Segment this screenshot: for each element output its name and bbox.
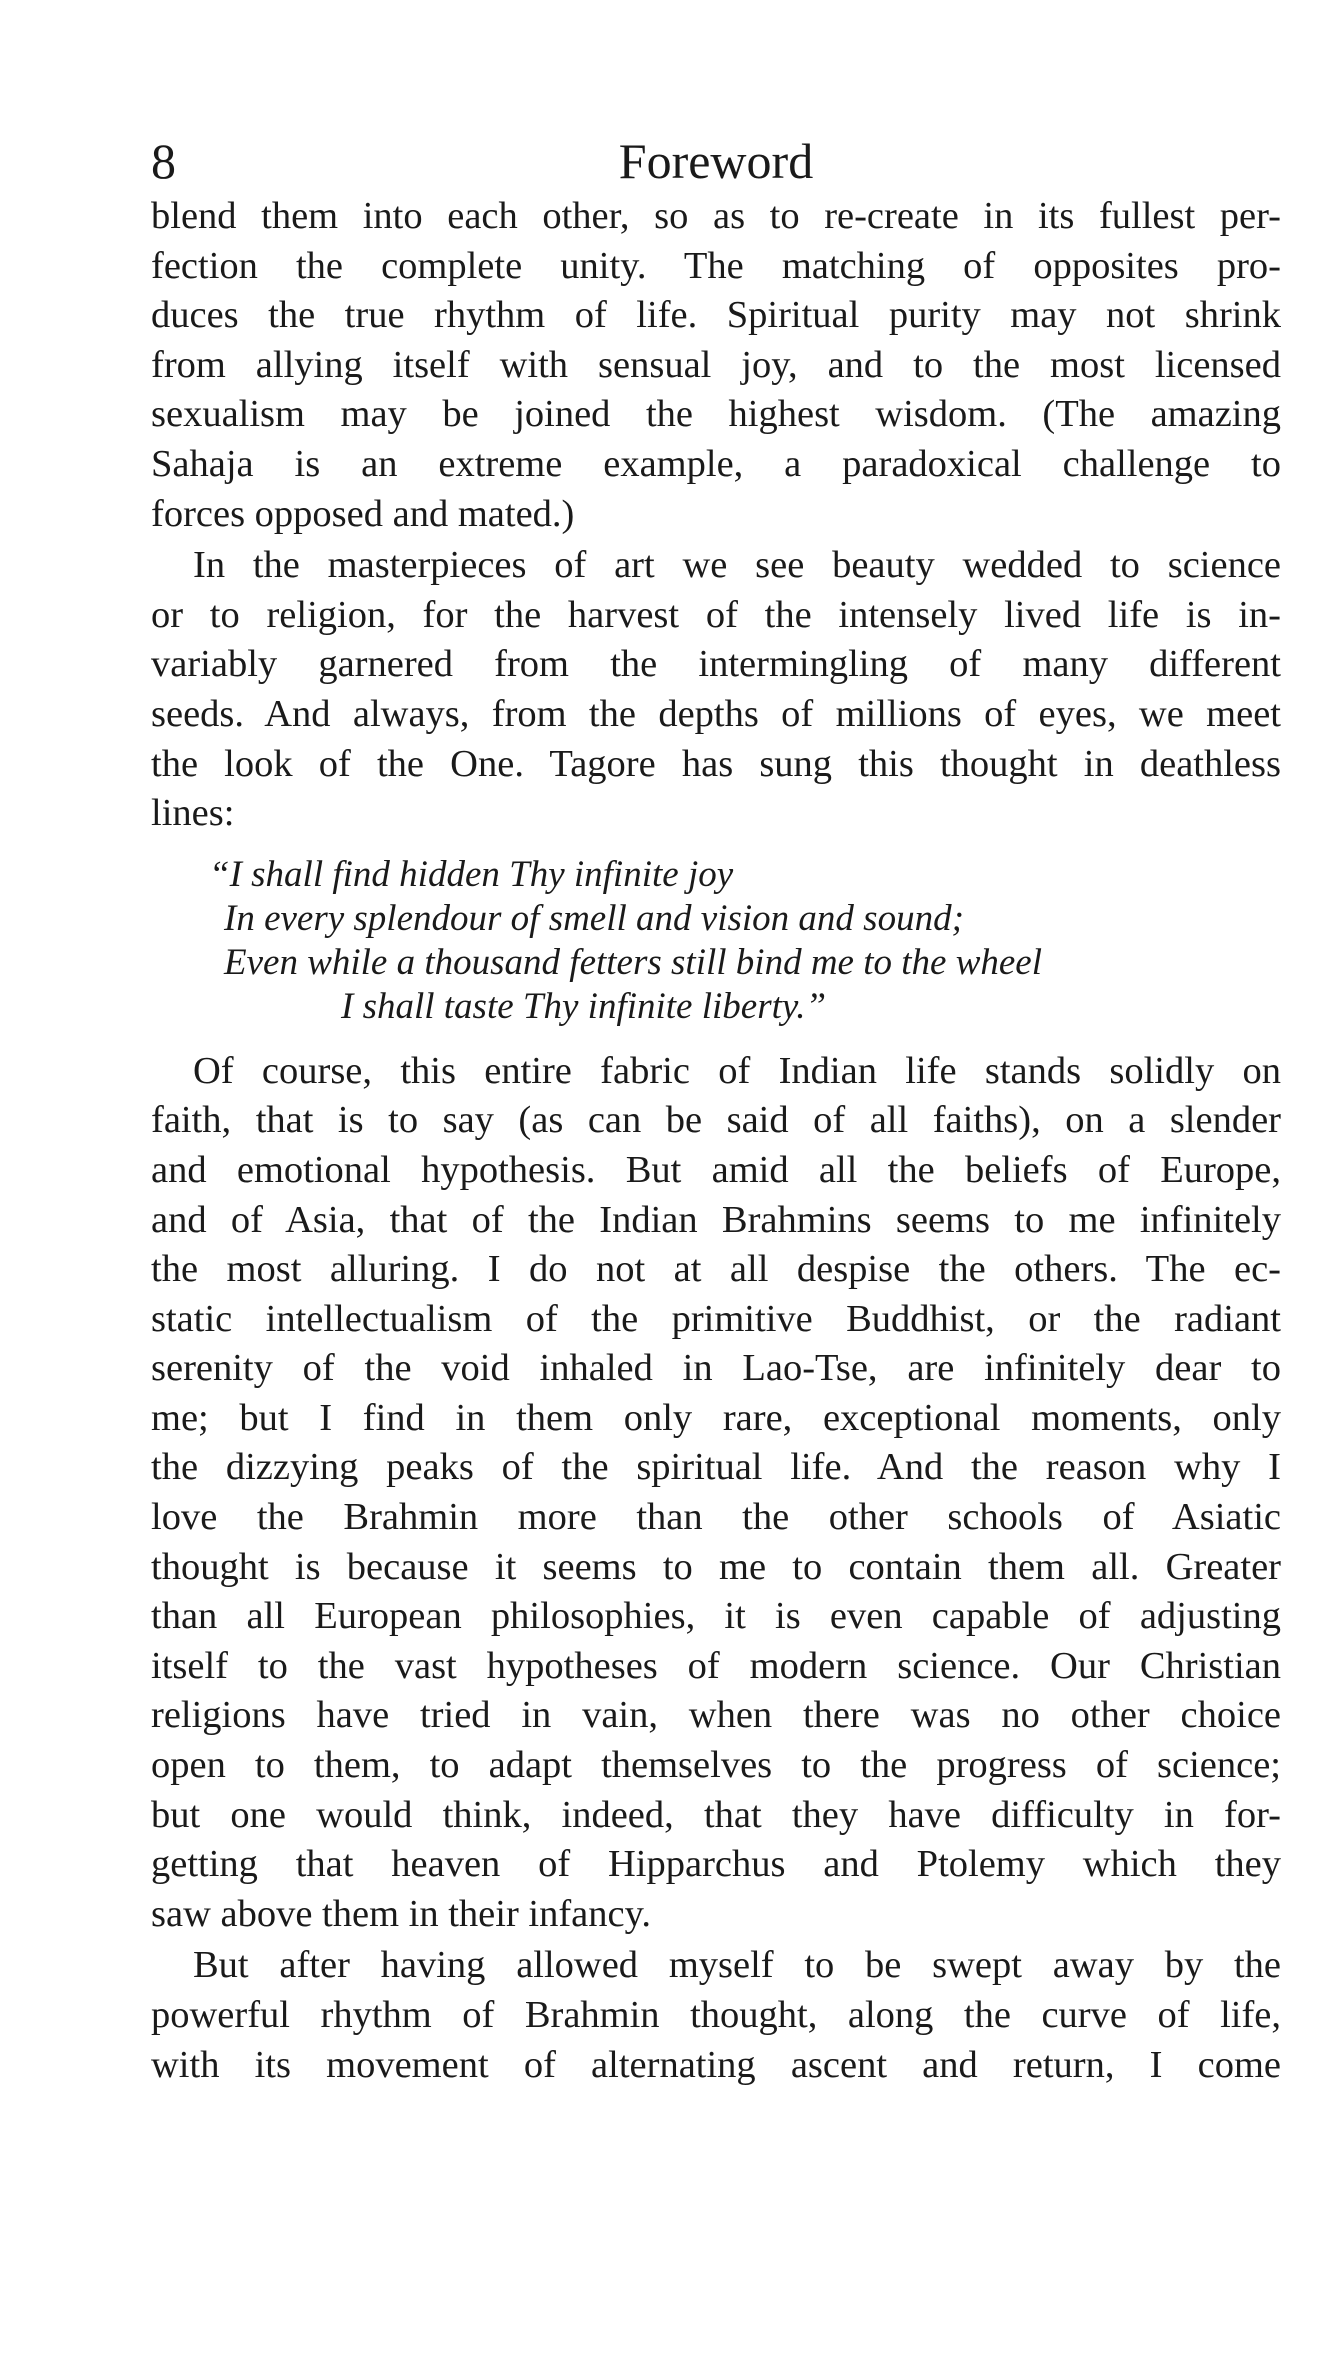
paragraph-2	[151, 541, 1281, 839]
verse-quotation	[151, 853, 1281, 1029]
text-line: powerful rhythm of Brahmin thought, along the curve of life,	[151, 1994, 1281, 2036]
text-line: forces opposed and mated.)	[151, 492, 575, 535]
text-line: Of course, this entire fabric of Indian life stands solidly on	[193, 1049, 1281, 1092]
text-line: But after having allowed myself to be swept away by the	[193, 1944, 1281, 1987]
text-line: open to them, to adapt themselves to the progress of science;	[151, 1744, 1281, 1787]
text-line: the most alluring. I do not at all despise the others. The ec-	[151, 1248, 1281, 1291]
text-line: getting that heaven of Hipparchus and Ptolemy which they	[151, 1843, 1281, 1886]
text-line: from allying itself with sensual joy, and to the most licensed	[151, 343, 1281, 386]
text-line: serenity of the void inhaled in Lao-Tse, are infinitely dear to	[151, 1347, 1281, 1390]
body-text	[151, 192, 1281, 2090]
text-line: with its movement of alternating ascent and return, I come	[151, 2043, 1281, 2086]
text-line: blend them into each other, so as to re-create in its fullest per-	[151, 195, 1281, 237]
text-line: than all European philosophies, it is even capable of adjusting	[151, 1595, 1281, 1638]
text-line: variably garnered from the intermingling of many different	[151, 643, 1281, 686]
text-line: saw above them in their infancy.	[151, 1892, 651, 1935]
text-line: lines:	[151, 792, 235, 835]
text-line: Sahaja is an extreme example, a paradoxical challenge to	[151, 442, 1281, 485]
text-line: thought is because it seems to me to contain them all. Greater	[151, 1545, 1281, 1588]
text-line: In the masterpieces of art we see beauty wedded to science	[193, 544, 1281, 587]
paragraph-3	[151, 1047, 1281, 1940]
text-line: itself to the vast hypotheses of modern science. Our Christian	[151, 1644, 1281, 1687]
text-line: love the Brahmin more than the other schools of Asiatic	[151, 1496, 1281, 1539]
text-line: and emotional hypothesis. But amid all the beliefs of Europe,	[151, 1148, 1281, 1191]
verse-line: I shall taste Thy infinite liberty.”	[341, 985, 827, 1027]
book-page	[151, 130, 1281, 2090]
page-number: 8	[151, 133, 176, 189]
running-head: Foreword	[618, 133, 814, 189]
text-line: and of Asia, that of the Indian Brahmins seems to me infinitely	[151, 1198, 1281, 1241]
paragraph-4	[151, 1941, 1281, 2090]
page-header	[151, 130, 1281, 192]
text-line: sexualism may be joined the highest wisdom. (The amazing	[151, 393, 1281, 436]
text-line: but one would think, indeed, that they have difficulty in for-	[151, 1793, 1281, 1836]
paragraph-1	[151, 192, 1281, 539]
text-line: or to religion, for the harvest of the intensely lived life is in-	[151, 593, 1281, 636]
text-line: faith, that is to say (as can be said of all faiths), on a slender	[151, 1099, 1281, 1142]
text-line: fection the complete unity. The matching of opposites pro-	[151, 244, 1281, 287]
verse-line: Even while a thousand fetters still bind me to the wheel	[224, 941, 1042, 983]
text-line: seeds. And always, from the depths of millions of eyes, we meet	[151, 692, 1281, 735]
text-line: the dizzying peaks of the spiritual life. And the reason why I	[151, 1446, 1281, 1489]
verse-line: “I shall find hidden Thy infinite joy	[209, 853, 734, 895]
text-line: me; but I find in them only rare, exceptional moments, only	[151, 1396, 1281, 1439]
text-line: religions have tried in vain, when there was no other choice	[151, 1694, 1281, 1737]
text-line: the look of the One. Tagore has sung this thought in deathless	[151, 742, 1281, 785]
verse-line: In every splendour of smell and vision and sound;	[224, 897, 964, 939]
text-line: duces the true rhythm of life. Spiritual purity may not shrink	[151, 294, 1281, 337]
text-line: static intellectualism of the primitive Buddhist, or the radiant	[151, 1297, 1281, 1340]
